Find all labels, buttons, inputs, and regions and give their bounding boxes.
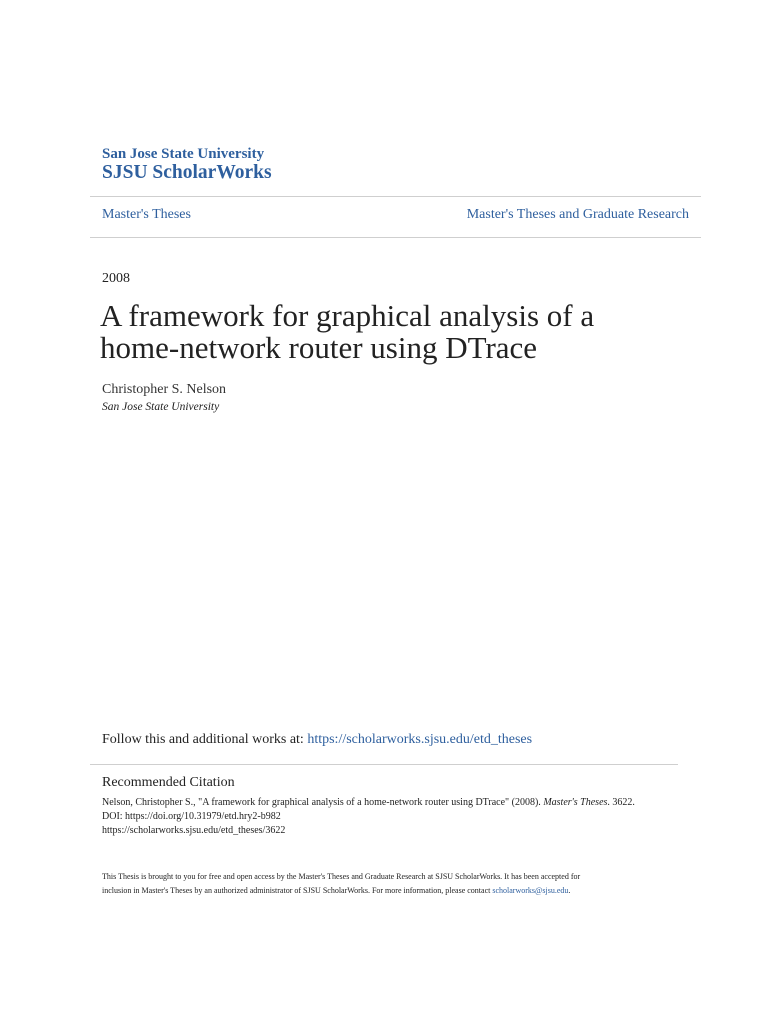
citation-divider <box>90 764 678 765</box>
notice-suffix: . <box>568 886 571 895</box>
follow-line <box>102 732 532 748</box>
author-affiliation: San Jose State University <box>102 401 220 413</box>
institution-name-link[interactable]: San Jose State University <box>102 146 265 162</box>
top-divider <box>90 196 701 197</box>
citation-doi: DOI: https://doi.org/10.31979/etd.hry2-b982 <box>102 811 281 822</box>
citation-url-link[interactable]: https://scholarworks.sjsu.edu/etd_theses/3622 <box>102 825 286 836</box>
masters-theses-link[interactable]: Master's Theses <box>102 207 191 222</box>
citation-text <box>102 797 635 808</box>
follow-url-link[interactable]: https://scholarworks.sjsu.edu/etd_theses <box>307 732 533 747</box>
document-title: A framework for graphical analysis of a home-network router using DTrace <box>100 298 595 365</box>
citation-main: Nelson, Christopher S., "A framework for graphical analysis of a home-network router using DTrace" (2008). <box>102 797 544 808</box>
access-notice-line-1: This Thesis is brought to you for free and open access by the Master's Theses and Graduate Research at SJSU ScholarWorks. It has been accepted for <box>102 872 581 881</box>
notice-prefix: inclusion in Master's Theses by an authorized administrator of SJSU ScholarWorks. For more information, please contact <box>102 886 493 895</box>
citation-number: . 3622. <box>607 797 635 808</box>
publication-year: 2008 <box>102 271 130 286</box>
author-name: Christopher S. Nelson <box>102 382 227 397</box>
citation-journal: Master's Theses <box>543 797 608 808</box>
repository-name-link[interactable]: SJSU ScholarWorks <box>102 162 272 183</box>
access-notice-line-2 <box>102 886 570 895</box>
contact-email-link[interactable]: scholarworks@sjsu.edu <box>492 886 569 895</box>
nav-divider <box>90 237 701 238</box>
follow-text: Follow this and additional works at: <box>102 732 308 747</box>
masters-theses-graduate-research-link[interactable]: Master's Theses and Graduate Research <box>466 207 689 222</box>
citation-heading: Recommended Citation <box>102 775 235 790</box>
